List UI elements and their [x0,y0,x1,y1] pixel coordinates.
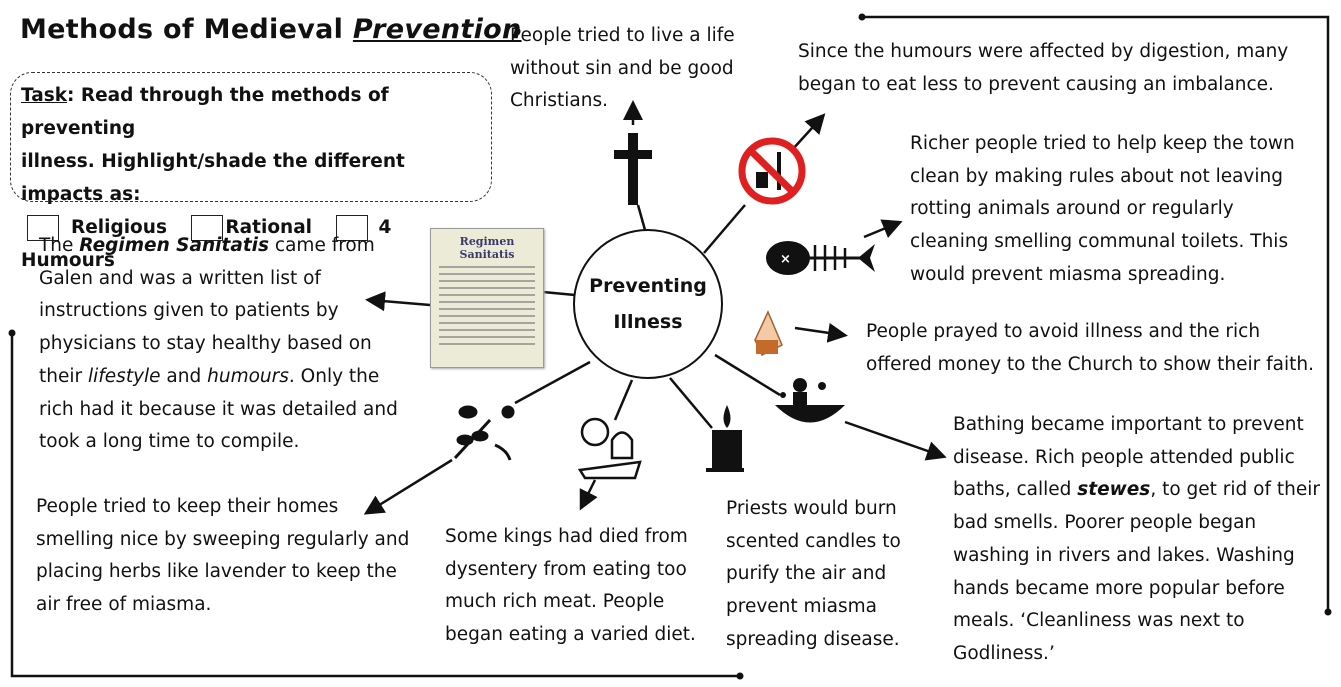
option-label: Rational [225,217,313,238]
option-label: Religious [71,217,167,238]
praying-hands-icon [755,312,782,355]
no-eating-icon [742,141,802,201]
herbs-icon [455,407,513,460]
regimen-scroll-image: R​egimen Sanitatis [430,228,544,368]
note-diet: Some kings had died from dysentery from eating too much rich meat. People began eating a varied diet. [445,526,696,646]
note-bathing: Bathing became important to prevent disease. Rich people attended public baths, called stewes, to get rid of their bad smells. Poorer people began washing in rivers and lakes. Washing hands became more popular before meals. ‘Cleanliness was next to Godliness.’ [953,414,1320,664]
note-regimen: The Regimen Sanitatis came from Galen and was a written list of instructions given to patients by physicians to stay healthy based on their lifestyle and humours. Only the rich had it because it was detailed and took a long time to compile. [39,235,398,453]
bathing-icon [775,378,845,423]
task-label: Task [21,85,68,106]
note-herbs: People tried to keep their homes smelling nice by sweeping regularly and placing herbs like lavender to keep the air free of miasma. [36,496,410,616]
vegetables-icon [580,419,640,478]
crucifix-icon [614,133,652,205]
candle-icon [706,405,744,472]
note-clean-town: Richer people tried to help keep the town clean by making rules about not leaving rotting animals around or regularly cleaning smelling communal toilets. This would prevent miasma spreading. [910,133,1295,285]
task-text: illness. Highlight/shade the different impacts as: [21,151,405,205]
option-label: 4 Humours [21,217,392,271]
fish-skeleton-icon [766,241,875,275]
note-candles: Priests would burn scented candles to purify the air and prevent miasma spreading disease. [726,498,901,650]
central-topic: Preventing Illness [573,229,723,379]
task-text: : Read through the methods of preventing [21,85,389,139]
note-eat-less: Since the humours were affected by digestion, many began to eat less to prevent causing an imbalance. [798,41,1289,95]
svg-text:×: × [780,252,791,267]
note-sin: People tried to live a life without sin and be good Christians. [510,25,735,112]
page-title: Methods of Medieval Prevention [20,14,522,45]
note-prayer: People prayed to avoid illness and the rich offered money to the Church to show their faith. [866,321,1314,375]
